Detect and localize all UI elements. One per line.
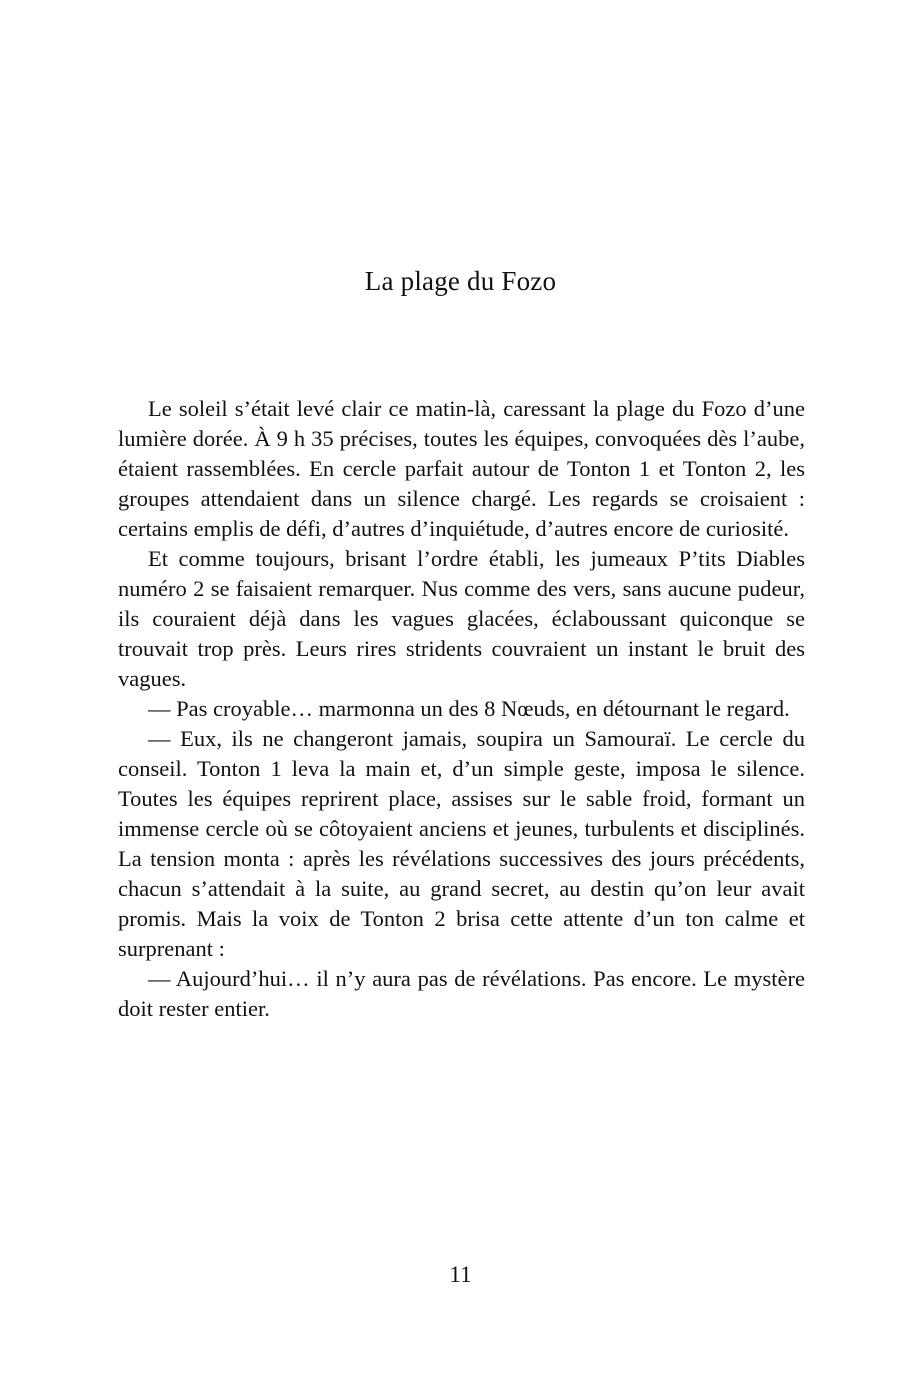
page-number: 11 xyxy=(449,1262,472,1287)
paragraph: — Eux, ils ne changeront jamais, soupira un Samouraï. Le cercle du conseil. Tonton 1 leva la main et, d’un simple geste, imposa le silence. Toutes les équipes reprirent place, assises sur le sable froid, formant un immense cercle où se côtoyaient anciens et jeunes, turbulents et disciplinés. La tension monta : après les révélations successives des jours précédents, chacun s’attendait à la suite, au grand secret, au destin qu’on leur avait promis. Mais la voix de Tonton 2 brisa cette attente d’un ton calme et surprenant : xyxy=(118,726,805,961)
paragraph: Le soleil s’était levé clair ce matin-là, caressant la plage du Fozo d’une lumière dorée. À 9 h 35 précises, toutes les équipes, convoquées dès l’aube, étaient rassemblées. En cercle parfait autour de Tonton 1 et Tonton 2, les groupes attendaient dans un silence chargé. Les regards se croisaient : certains emplis de défi, d’autres d’inquiétude, d’autres encore de curiosité. xyxy=(118,396,805,541)
paragraph: — Pas croyable… marmonna un des 8 Nœuds, en détournant le regard. xyxy=(148,696,790,721)
paragraph: — Aujourd’hui… il n’y aura pas de révélations. Pas encore. Le mystère doit rester entier. xyxy=(118,966,805,1021)
body-text xyxy=(118,394,805,1024)
paragraph: Et comme toujours, brisant l’ordre établi, les jumeaux P’tits Diables numéro 2 se faisaient remarquer. Nus comme des vers, sans aucune pudeur, ils couraient déjà dans les vagues glacées, éclaboussant quiconque se trouvait trop près. Leurs rires stridents couvraient un instant le bruit des vagues. xyxy=(118,546,805,691)
chapter-title: La plage du Fozo xyxy=(364,266,557,296)
